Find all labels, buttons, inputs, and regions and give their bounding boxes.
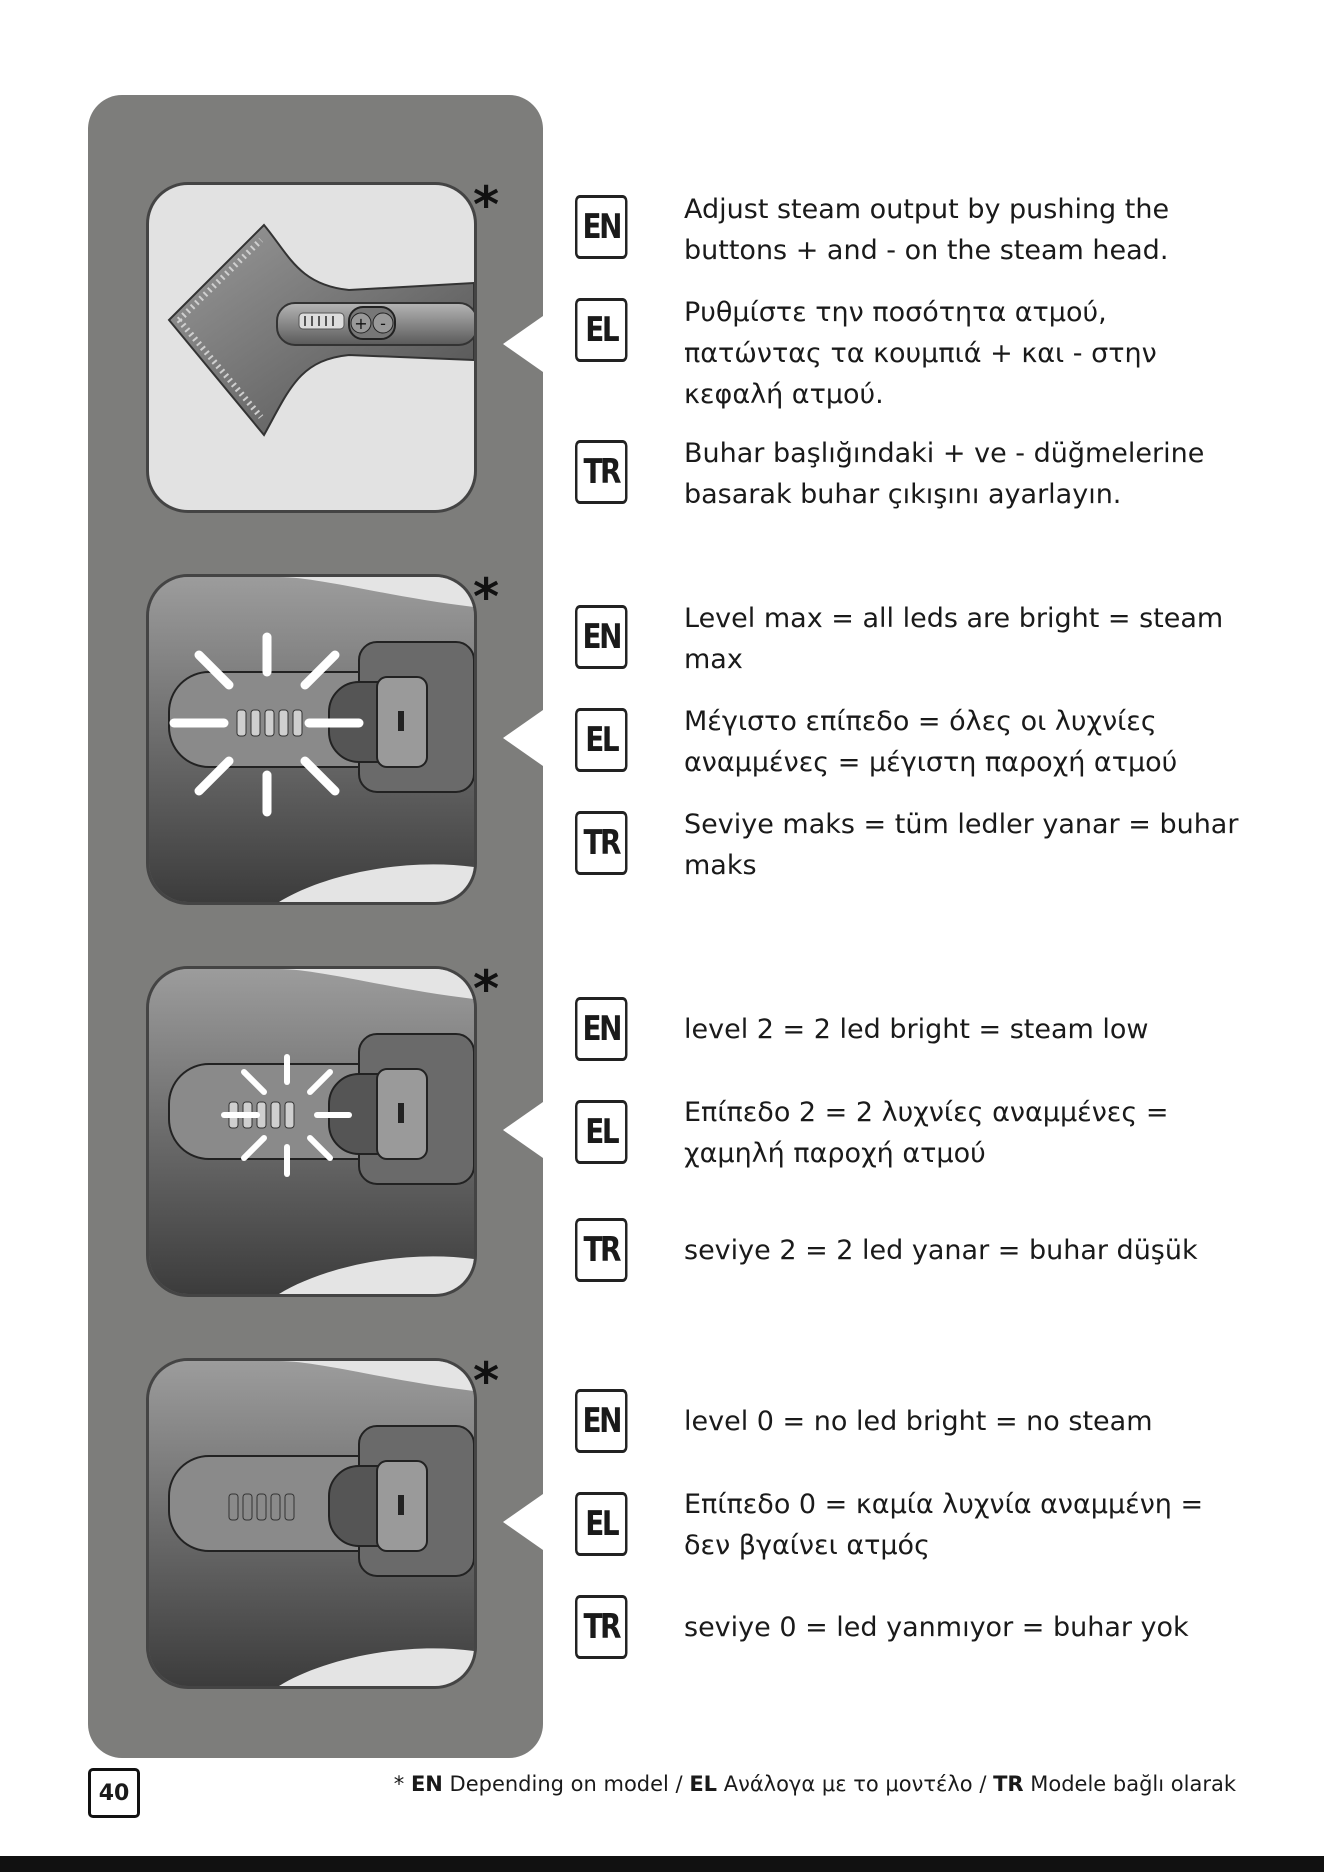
- instruction-tr: seviye 2 = 2 led yanar = buhar düşük: [684, 1235, 1198, 1266]
- lang-badge-tr: TR: [575, 440, 627, 504]
- footnote-el-code: EL: [689, 1772, 718, 1796]
- model-asterisk: *: [473, 568, 500, 626]
- steam-head-illustration: [146, 182, 477, 513]
- leds-off-illustration: [146, 1358, 477, 1689]
- instruction-el: Επίπεδο 2 = 2 λυχνίες αναμμένες = χαμηλή παροχή ατμού: [684, 1097, 1169, 1169]
- footnote-el-text: Ανάλογα με το μοντέλο /: [717, 1772, 994, 1796]
- footnote-en-code: EN: [410, 1772, 443, 1796]
- footnote: [394, 1772, 1236, 1796]
- model-asterisk: *: [473, 1352, 500, 1410]
- pointer-notch: [503, 316, 543, 372]
- pointer-notch: [503, 1102, 543, 1158]
- lang-badge-el: EL: [575, 708, 627, 772]
- pointer-notch: [503, 1494, 543, 1550]
- lang-badge-el: EL: [575, 1100, 627, 1164]
- instruction-en: Level max = all leds are bright = steam max: [684, 603, 1224, 675]
- svg-text:+: +: [354, 314, 368, 333]
- lang-badge-en: EN: [575, 605, 627, 669]
- leds-max-illustration: [146, 574, 477, 905]
- instruction-tr: Buhar başlığındaki + ve - düğmelerine basarak buhar çıkışını ayarlayın.: [684, 438, 1205, 510]
- footnote-tr-text: Modele bağlı olarak: [1023, 1772, 1236, 1796]
- footnote-tr-code: TR: [993, 1772, 1024, 1796]
- instruction-el: Ρυθμίστε την ποσότητα ατμού, πατώντας τα κουμπιά + και - στην κεφαλή ατμού.: [684, 297, 1157, 410]
- page-number: 40: [88, 1768, 140, 1818]
- instruction-en: Adjust steam output by pushing the buttons + and - on the steam head.: [684, 194, 1170, 266]
- lang-badge-en: EN: [575, 195, 627, 259]
- bottom-bar: [0, 1856, 1324, 1872]
- model-asterisk: *: [473, 960, 500, 1018]
- footnote-star: *: [393, 1772, 411, 1796]
- lang-badge-en: EN: [575, 997, 627, 1061]
- lang-badge-en: EN: [575, 1389, 627, 1453]
- lang-badge-tr: TR: [575, 1595, 627, 1659]
- instruction-tr: seviye 0 = led yanmıyor = buhar yok: [684, 1612, 1189, 1643]
- instruction-el: Μέγιστο επίπεδο = όλες οι λυχνίες αναμμένες = μέγιστη παροχή ατμού: [684, 706, 1178, 778]
- lang-badge-el: EL: [575, 1492, 627, 1556]
- instruction-el: Επίπεδο 0 = καμία λυχνία αναμμένη = δεν βγαίνει ατμός: [684, 1489, 1204, 1561]
- leds-level-2-illustration: [146, 966, 477, 1297]
- lang-badge-el: EL: [575, 298, 627, 362]
- instruction-tr: Seviye maks = tüm ledler yanar = buhar maks: [684, 809, 1239, 881]
- instruction-en: level 0 = no led bright = no steam: [684, 1406, 1153, 1437]
- lang-badge-tr: TR: [575, 811, 627, 875]
- model-asterisk: *: [473, 176, 500, 234]
- svg-text:-: -: [380, 314, 386, 333]
- instruction-en: level 2 = 2 led bright = steam low: [684, 1014, 1149, 1045]
- pointer-notch: [503, 710, 543, 766]
- lang-badge-tr: TR: [575, 1218, 627, 1282]
- footnote-en-text: Depending on model /: [442, 1772, 690, 1796]
